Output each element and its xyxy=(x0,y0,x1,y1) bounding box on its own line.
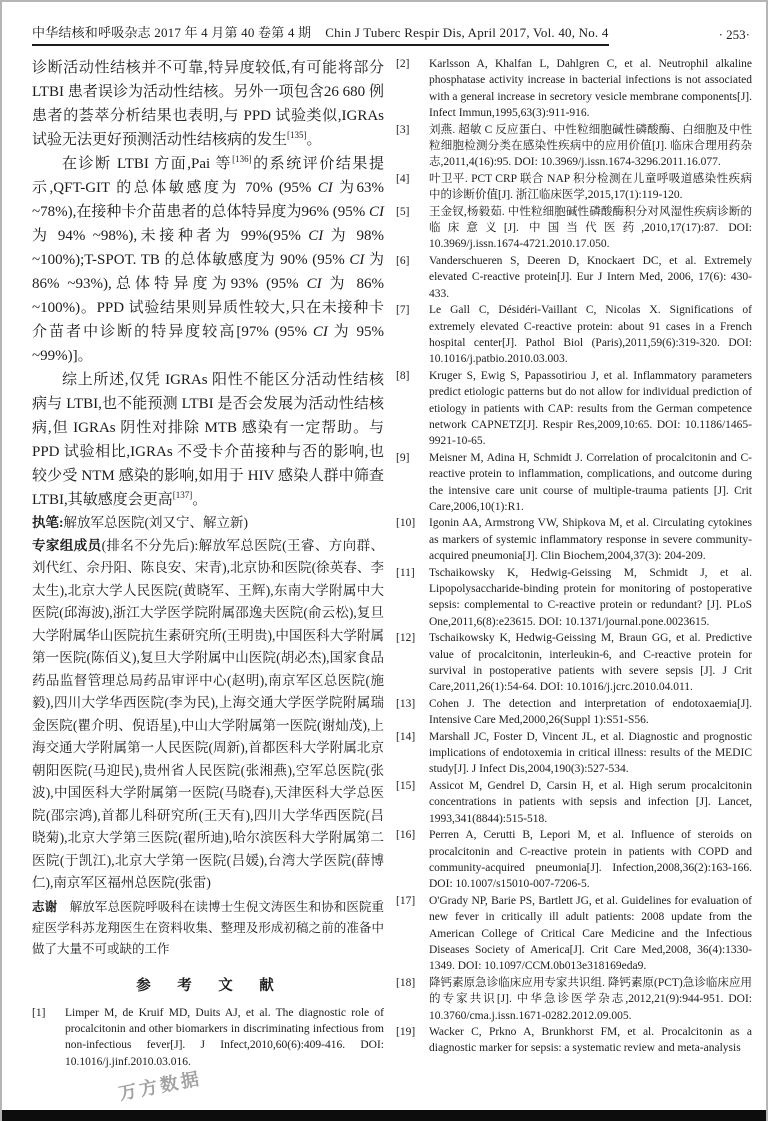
reference-text: Le Gall C, Désidéri-Vaillant C, Nicolas X. Significations of extremely elevated C-reactive protein: about 91 cases in a French hospital center[J]. Pathol Biol (Paris),2011,59(6):319-320. DOI: 10.1016/j.patbio.2010.03.003. xyxy=(429,304,752,366)
reference-item xyxy=(396,565,752,631)
reference-number: [8] xyxy=(396,369,410,382)
reference-text: 刘燕. 超敏 C 反应蛋白、中性粒细胞碱性磷酸酶、白细胞及中性粒细胞检测分类在感染性疾病中的应用价值[J]. 临床合理用药杂志,2011,4(16):95. DOI: 10.3969/j.issn.1674-3296.2011.16.077. xyxy=(429,123,752,169)
reference-number: [14] xyxy=(396,730,416,743)
reference-item xyxy=(396,827,752,893)
reference-number: [15] xyxy=(396,779,416,792)
reference-text: 降钙素原急诊临床应用专家共识组. 降钙素原(PCT)急诊临床应用的专家共识[J]. 中华急诊医学杂志,2012,21(9):944-951. DOI: 10.3760/cma.j.issn.1671-0282.2012.09.005. xyxy=(429,976,752,1022)
reference-number: [12] xyxy=(396,632,416,645)
reference-number: [3] xyxy=(396,123,410,136)
reference-item xyxy=(396,204,752,253)
references-list-left xyxy=(32,1005,384,1071)
body-paragraphs xyxy=(32,56,384,960)
reference-item xyxy=(396,253,752,302)
reference-text: 叶卫平. PCT CRP 联合 NAP 积分检测在儿童呼吸道感染性疾病中的诊断价值[J]. 浙江临床医学,2015,17(1):119-120. xyxy=(429,172,752,202)
reference-text: Meisner M, Adina H, Schmidt J. Correlation of procalcitonin and C-reactive protein to inflammation, complications, and outcome during the intensive care unit course of multiple-trauma patients [J]. Crit Care,2006,10(1):R1. xyxy=(429,451,752,513)
journal-title-cn: 中华结核和呼吸杂志 2017 年 4 月第 40 卷第 4 期 xyxy=(32,25,312,40)
reference-item xyxy=(396,696,752,729)
reference-number: [10] xyxy=(396,517,416,530)
reference-item xyxy=(396,893,752,975)
reference-number: [19] xyxy=(396,1025,416,1038)
reference-item xyxy=(396,368,752,450)
paragraph-continuation: 诊断活动性结核并不可靠,特异度较低,有可能将部分 LTBI 患者误诊为活动性结核。另外一项包含26 680 例患者的荟萃分析结果也表明,与 PPD 试验类似,IGRAs 试验无法更好预测活动性结核病的发生[135]。 xyxy=(32,60,384,148)
reference-item xyxy=(396,975,752,1024)
reference-number: [1] xyxy=(32,1006,46,1019)
references-list-right xyxy=(396,56,752,1057)
reference-item xyxy=(396,630,752,696)
reference-number: [17] xyxy=(396,894,416,907)
reference-text: Karlsson A, Khalfan L, Dahlgren C, et al. Neutrophil alkaline phosphatase activity increase in bacterial infections is not associated with a general increase in secretory vesicle membrane components[J]. Infect Immun,1995,63(3):911-916. xyxy=(429,58,752,120)
journal-title-en: Chin J Tuberc Respir Dis, April 2017, Vol. 40, No. 4 xyxy=(325,25,609,40)
reference-number: [7] xyxy=(396,304,410,317)
reference-item xyxy=(396,171,752,204)
page-header xyxy=(32,22,750,46)
wanfang-watermark: 万方数据 xyxy=(117,1068,204,1104)
reference-number: [18] xyxy=(396,976,416,989)
reference-number: [4] xyxy=(396,172,410,185)
reference-item xyxy=(396,1024,752,1057)
reference-number: [6] xyxy=(396,254,410,267)
journal-title-line xyxy=(32,22,609,46)
reference-number: [13] xyxy=(396,697,416,710)
reference-text: Limper M, de Kruif MD, Duits AJ, et al. The diagnostic role of procalcitonin and other biomarkers in discriminating infectious from non-infectious fever[J]. J Infect,2010,60(6):409-416. DOI: 10.1016/j.jinf.2010.03.016. xyxy=(65,1006,384,1068)
reference-text: Tschaikowsky K, Hedwig-Geissing M, Schmidt J, et al. Lipopolysaccharide-binding protein for monitoring of postoperative sepsis: complemental to C-reactive protein or redundant? [J]. PLoS One,2011,6(8):e23615. DOI: 10.1371/journal.pone.0023615. xyxy=(429,566,752,628)
reference-text: Tschaikowsky K, Hedwig-Geissing M, Braun GG, et al. Predictive value of procalcitonin, interleukin-6, and C-reactive protein for survival in postoperative patients with severe sepsis [J]. J Crit Care,2011,26(1):54-64. DOI: 10.1016/j.jcrc.2010.04.011. xyxy=(429,632,752,694)
reference-text: Wacker C, Prkno A, Brunkhorst FM, et al. Procalcitonin as a diagnostic marker for sepsis: a systematic review and meta-analysis xyxy=(429,1025,752,1055)
reference-number: [9] xyxy=(396,451,410,464)
reference-item xyxy=(32,1005,384,1071)
reference-number: [16] xyxy=(396,829,416,842)
reference-text: 王金钗,杨毅茹. 中性粒细胞碱性磷酸酶积分对风湿性疾病诊断的临床意义[J]. 中国当代医药,2010,17(17):87. DOI: 10.3969/j.issn.1674-4721.2010.17.050. xyxy=(429,205,752,251)
reference-item xyxy=(396,778,752,827)
reference-number: [11] xyxy=(396,566,415,579)
page-number: · 253· xyxy=(718,27,750,42)
reference-number: [5] xyxy=(396,205,410,218)
paragraph-summary: 综上所述,仅凭 IGRAs 阳性不能区分活动性结核病与 LTBI,也不能预测 LTBI 是否会发展为活动性结核病,但 IGRAs 阴性对排除 MTB 感染有一定帮助。与 PPD 试验相比,IGRAs 不受卡介苗接种与否的影响,也较少受 NTM 感染的影响,如用于 HIV 感染人群中筛查 LTBI,其敏感度会更高[137]。 xyxy=(32,372,384,508)
reference-item xyxy=(396,515,752,564)
paragraph-authors: 执笔:解放军总医院(刘又宁、解立新) xyxy=(32,515,248,530)
right-column xyxy=(396,56,752,1103)
reference-item xyxy=(396,56,752,122)
reference-text: Assicot M, Gendrel D, Carsin H, et al. High serum procalcitonin concentrations in patients with sepsis and infection [J]. Lancet, 1993,341(8844):515-518. xyxy=(429,779,752,825)
scan-bottom-bar xyxy=(2,1110,766,1121)
left-column xyxy=(32,56,384,1103)
reference-text: Igonin AA, Armstrong VW, Shipkova M, et al. Circulating cytokines as markers of systemic inflammatory response in severe community-acquired pneumonia[J]. Clin Biochem,2004,37(3): 204-209. xyxy=(429,517,752,563)
reference-number: [2] xyxy=(396,58,410,70)
reference-text: Vanderschueren S, Deeren D, Knockaert DC, et al. Extremely elevated C-reactive protein[J]. Eur J Intern Med, 2006, 17(6): 430-433. xyxy=(429,254,752,300)
references-heading: 参 考 文 献 xyxy=(136,977,280,994)
paragraph-acknowledgement: 志谢 解放军总医院呼吸科在读博士生倪文涛医生和协和医院重症医学科苏龙翔医生在资料收集、整理及形成初稿之前的准备中做了大量不可或缺的工作 xyxy=(32,899,384,956)
reference-item xyxy=(396,122,752,171)
two-column-content xyxy=(32,56,752,1103)
reference-text: O'Grady NP, Barie PS, Bartlett JG, et al. Guidelines for evaluation of new fever in critically ill adult patients: 2008 update from the American College of Critical Care Medicine and the Infectious Diseases Society of America[J]. Crit Care Med,2008, 36(4):1330-1349. DOI: 10.1097/CCM.0b013e318169eda9. xyxy=(429,894,752,973)
paragraph-ltbi-diagnosis: 在诊断 LTBI 方面,Pai 等[136]的系统评价结果提示,QFT-GIT 的总体敏感度为 70% (95% CI 为63% ~78%),在接种卡介苗患者的总体特异度为96% (95% CI 为 94% ~98%),未接种者为 99%(95% CI 为 98% ~100%);T-SPOT. TB 的总体敏感度为 90% (95% CI 为 86% ~93%),总体特异度为93% (95% CI 为 86% ~100%)。PPD 试验结果则异质性较大,只在未接种卡介苗者中诊断的特异度较高[97% (95% CI 为 95% ~99%)]。 xyxy=(32,154,384,364)
reference-text: Cohen J. The detection and interpretation of endotoxaemia[J]. Intensive Care Med,2000,26(Suppl 1):S51-S56. xyxy=(429,697,752,727)
reference-text: Marshall JC, Foster D, Vincent JL, et al. Diagnostic and prognostic implications of endotoxemia in critical illness: results of the MEDIC study[J]. J Infect Dis,2004,190(3):527-534. xyxy=(429,730,752,776)
reference-item xyxy=(396,302,752,368)
reference-text: Perren A, Cerutti B, Lepori M, et al. Influence of steroids on procalcitonin and C-reactive protein in patients with COPD and community-acquired pneumonia[J]. Infection,2008,36(2):163-166. DOI: 10.1007/s15010-007-7206-5. xyxy=(429,829,752,891)
reference-item xyxy=(396,450,752,516)
reference-text: Kruger S, Ewig S, Papassotiriou J, et al. Inflammatory parameters predict etiologic patterns but do not allow for individual prediction of etiology in patients with CAP: results from the German competence network CAPNETZ[J]. Respir Res,2009,10:65. DOI: 10.1186/1465-9921-10-65. xyxy=(429,369,752,448)
reference-item xyxy=(396,729,752,778)
paragraph-expert-panel: 专家组成员(排名不分先后):解放军总医院(王睿、方向群、刘代红、佘丹阳、陈良安、宋青),北京协和医院(徐英春、李太生),北京大学人民医院(黄晓军、王辉),东南大学附属中大医院(邱海波),浙江大学医学院附属邵逸夫医院(俞云松),复旦大学附属华山医院抗生素研究所(王明贵),中国医科大学附属第一医院(陈佰义),复旦大学附属中山医院(胡必杰),国家食品药品监督管理总局药品审评中心(赵明),南京军区总医院(施毅),四川大学华西医院(李为民),上海交通大学医学院附属瑞金医院(瞿介明、倪语星),中山大学附属第一医院(谢灿茂),上海交通大学附属第一人民医院(周新),首都医科大学附属北京朝阳医院(马迎民),贵州省人民医院(张湘燕),空军总医院(张波),中国医科大学附属第一医院(马晓春),天津医科大学总医院(邵宗鸿),首都儿科研究所(王天有),四川大学华西医院(吕晓菊),北京大学第三医院(翟所迪),哈尔滨医科大学附属第二医院(于凯江),北京大学第一医院(吕媛),台湾大学医院(薛博仁),南京军区福州总医院(张雷) xyxy=(32,537,384,890)
